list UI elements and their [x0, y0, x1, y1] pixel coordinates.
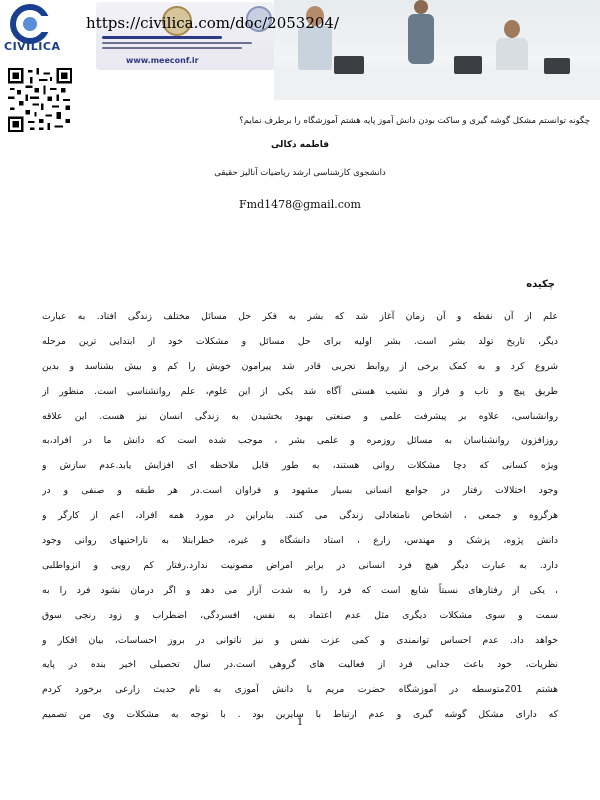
page-number: 1 — [296, 717, 304, 728]
abstract-line: هشتم 201متوسطه در آموزشگاه حضرت مریم با دانش آموزی به نام حدیث زارعی برخورد کردم — [42, 684, 558, 696]
abstract-line: دانش پژوه، پزشک و مهندس، زارع ، استاد دانشگاه و غیره، خطرابتلا به ناراحتیهای روانی وجود — [42, 535, 558, 547]
abstract-line: سمت و سوی مشکلات دیگری مثل عدم اعتماد به نفس، افسردگی، اضطراب و زود رنجی سوق — [42, 609, 558, 621]
brand-name: CIVILICA — [4, 40, 61, 53]
abstract-line: دارد. به عبارت دیگر هیچ فرد انسانی در برابر امراض مصونیت ندارد.رفتار کم رویی و انزواطلبی — [42, 559, 558, 571]
document-url[interactable]: https://civilica.com/doc/2053204/ — [86, 14, 340, 32]
banner-url: www.meeconf.ir — [126, 56, 199, 65]
abstract-line: که دارای مشکل گوشه گیری و عدم ارتباط با سایرین بود . با توجه به مشکلات وی من تصمیم — [42, 709, 558, 721]
author-email: Fmd1478@gmail.com — [239, 198, 361, 211]
abstract-heading: چکیده — [526, 279, 555, 290]
page-header — [0, 0, 600, 100]
abstract-line: ویژه کسانی که دچا مشکلات روانی هستند، به طور قابل ملاحظه ای افزایش یابد.عدم سازش و — [42, 460, 558, 472]
abstract-line: خواهد داد. عدم احساس توانمندی و کمی عزت نفس و نیز ناتوانی در بروز احساسات، بیان افکار و — [42, 634, 558, 646]
abstract-line: طریق پیچ و تاب و فراز و نشیب هستی آگاه شد یکی از این علوم، علم روانشناسی است. منظور از — [42, 385, 558, 397]
abstract-line: نظریات، خود باعث جدایی فرد از فعالیت های گروهی است.در سال تحصیلی اخیر بنده در پایه — [42, 659, 558, 671]
author-name: فاطمه دکالی — [270, 140, 330, 150]
abstract-line: ، یکی از رفتارهای نسبتاً شایع است که فرد را به شدت آزار می دهد و اگر درمان نشود فرد را به — [42, 584, 558, 596]
abstract-line: وجود اختلالات رفتار در جوامع انسانی بسیار مشهود و فراوان است.در هر طبقه و صنفی و در — [42, 485, 558, 497]
abstract-line: علم از آن نقطه و آن زمان آغاز شد که بشر به فکر حل مسائل مختلف زندگی افتاد. به عبارت — [42, 311, 558, 322]
author-affiliation: دانشجوی کارشناسی ارشد ریاضیات آنالیز حقیقی — [214, 168, 386, 178]
paper-title: چگونه توانستم مشکل گوشه گیری و ساکت بودن دانش آموز پایه هشتم آموزشگاه را برطرف نمایم؟ — [239, 116, 590, 126]
abstract-line: دیگر، تاریخ تولد بشر است. بشر اولیه برای حل مسائل و مشکلات خود از ابتدایی ترین مرحله — [42, 335, 558, 347]
abstract-line: روزافزون روانشناسان به مسائل روزمره و علمی بشر ، موجب شده است که دانش ما در افراد،به — [42, 435, 558, 447]
qr-code-icon — [8, 68, 72, 132]
abstract-line: شروع کرد و به کمک برخی از روابط تجربی قادر شد پیرامون خویش را کم و بیش بشناسد و بدین — [42, 360, 558, 372]
abstract-line: روانشناسی، علاوه بر پیشرفت علمی و صنعتی بهبود بخشیدن به زندگی انسان نیز هست. این علاقه — [42, 410, 558, 422]
abstract-line: هرگروه و جمعی ، اشخاص نامتعادلی زندگی می کنند. بنابراین در مورد همه افراد، اعم از کارگر و — [42, 510, 558, 522]
abstract-body — [42, 305, 558, 728]
conference-banner — [96, 2, 274, 70]
